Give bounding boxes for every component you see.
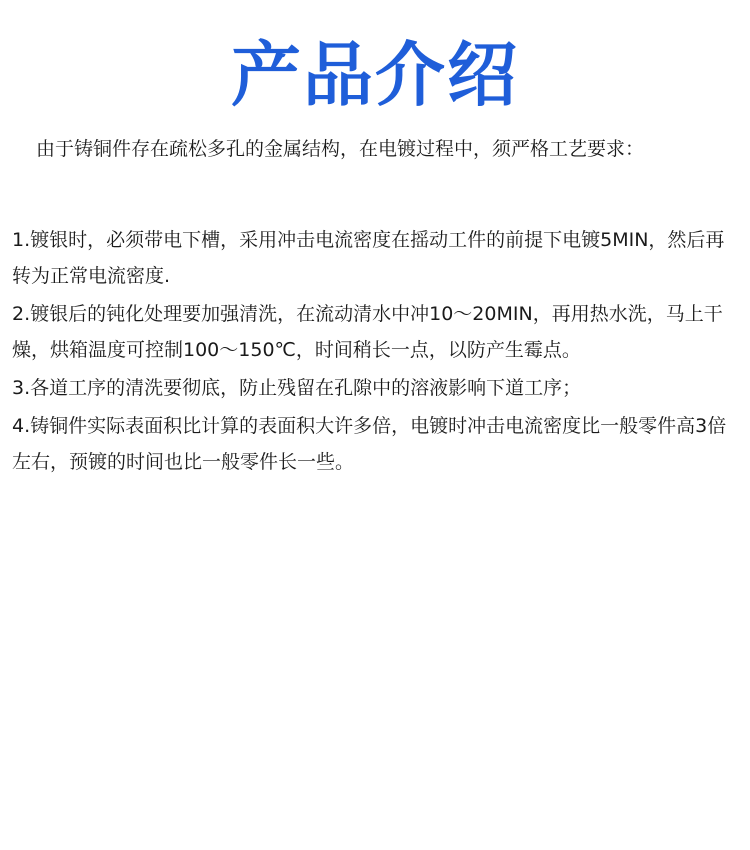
process-steps-list bbox=[12, 222, 740, 482]
step-1: 1.镀银时，必须带电下槽，采用冲击电流密度在摇动工件的前提下电镀5MIN，然后再转为正常电流密度. bbox=[12, 229, 725, 287]
page-title: 产品介绍 bbox=[231, 34, 519, 116]
step-2: 2.镀银后的钝化处理要加强清洗，在流动清水中冲10～20MIN，再用热水洗，马上干燥，烘箱温度可控制100～150℃，时间稍长一点，以防产生霉点。 bbox=[12, 303, 723, 361]
step-4: 4.铸铜件实际表面积比计算的表面积大许多倍，电镀时冲击电流密度比一般零件高3倍左右，预镀的时间也比一般零件长一些。 bbox=[12, 415, 727, 473]
step-3: 3.各道工序的清洗要彻底，防止残留在孔隙中的溶液影响下道工序； bbox=[12, 377, 582, 399]
intro-paragraph: 由于铸铜件存在疏松多孔的金属结构，在电镀过程中，须严格工艺要求： bbox=[36, 138, 645, 160]
